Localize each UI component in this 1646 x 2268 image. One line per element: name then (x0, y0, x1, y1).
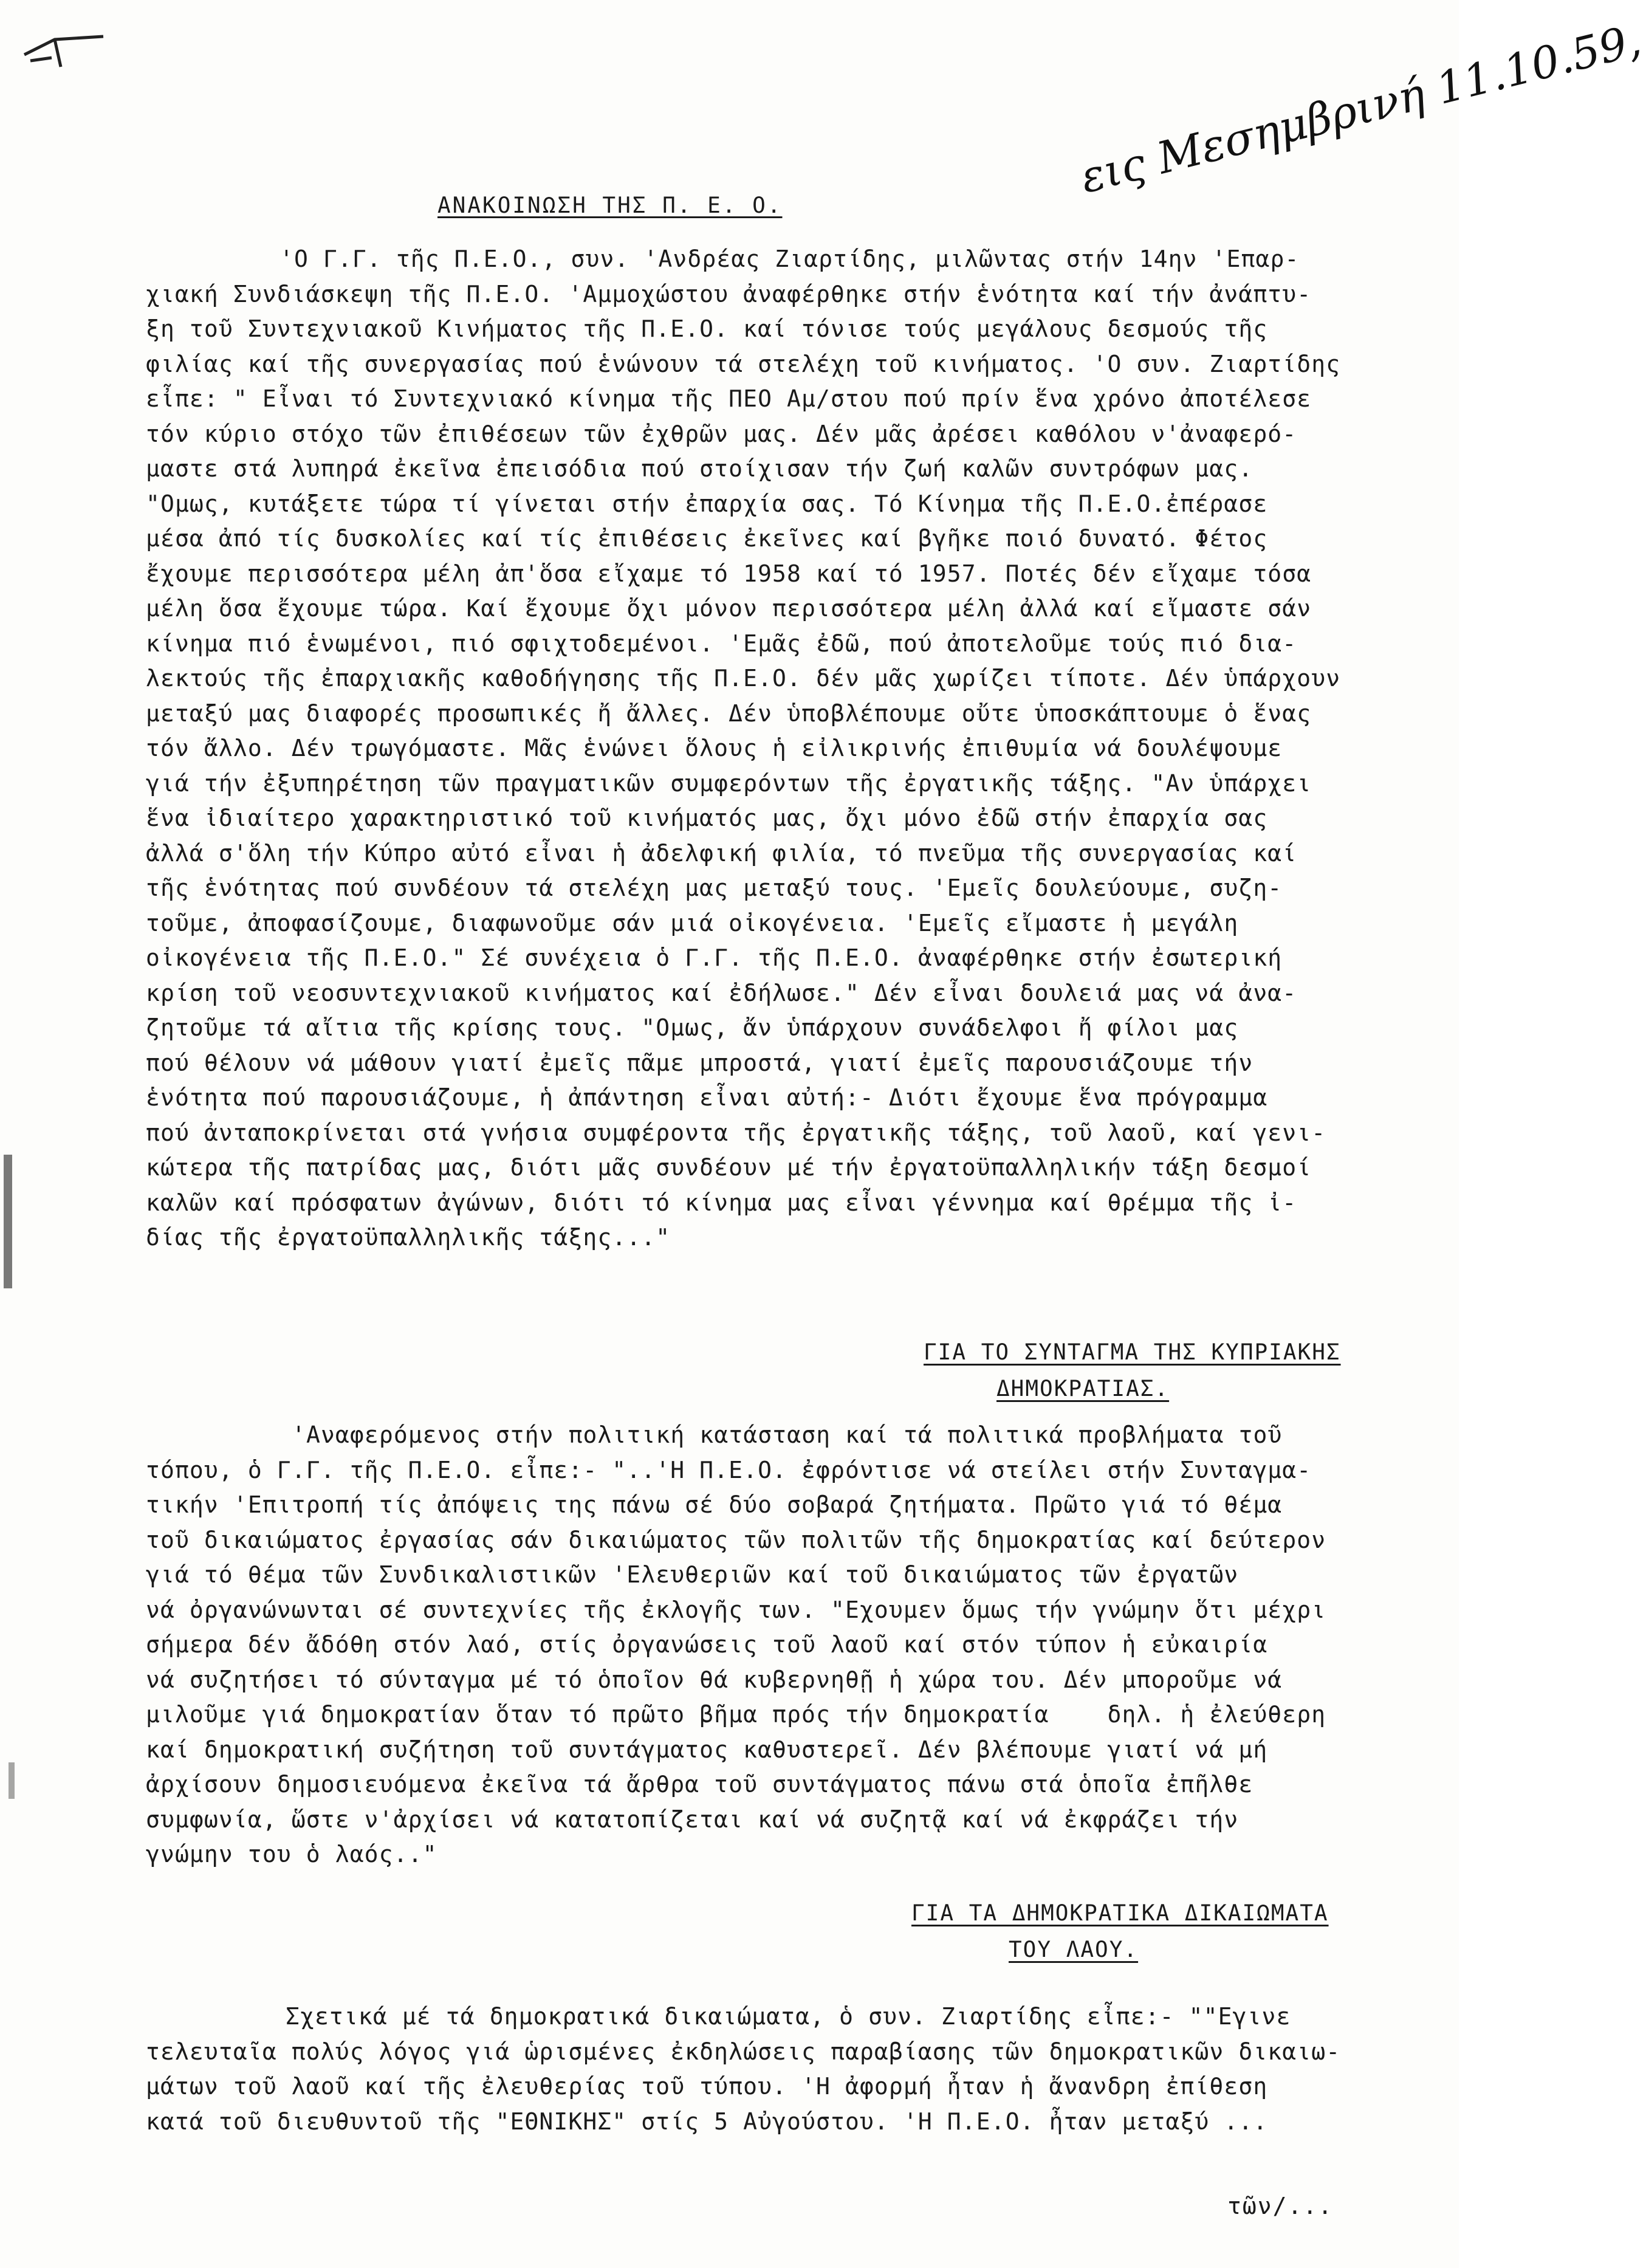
text-line: κίνημα πιό ἑνωμένοι, πιό σφιχτοδεμένοι. 'Εμᾶς ἐδῶ, πού ἀποτελοῦμε τούς πιό δια- (146, 630, 1297, 657)
text-line: τόν ἄλλο. Δέν τρωγόμαστε. Μᾶς ἑνώνει ὅλους ἡ εἰλικρινής ἐπιθυμία νά δουλέψουμε (146, 735, 1283, 761)
scan-artifact-icon (18, 18, 109, 73)
text-line: ἀλλά σ'ὅλη τήν Κύπρο αὐτό εἶναι ἡ ἀδελφική φιλία, τό πνεῦμα τῆς συνεργασίας καί (146, 839, 1297, 867)
text-line: πού ἀνταποκρίνεται στά γνήσια συμφέροντα τῆς ἐργατικῆς τάξης, τοῦ λαοῦ, καί γενι- (146, 1119, 1326, 1146)
text-line: 'Ο Γ.Γ. τῆς Π.Ε.Ο., συν. 'Ανδρέας Ζιαρτίδης, μιλῶντας στήν 14ην 'Επαρ- (279, 246, 1300, 272)
text-line: φιλίας καί τῆς συνεργασίας πού ἑνώνουν τά στελέχη τοῦ κινήματος. 'Ο συν. Ζιαρτίδης (146, 350, 1341, 377)
text-line: μέλη ὅσα ἔχουμε τώρα. Καί ἔχουμε ὄχι μόνον περισσότερα μέλη ἀλλά καί εἴμαστε σάν (146, 595, 1312, 622)
heading-democratic-rights: ΓΙΑ ΤΑ ΔΗΜΟΚΡΑΤΙΚΑ ΔΙΚΑΙΩΜΑΤΑ (911, 1901, 1329, 1926)
text-line: συμφωνία, ὥστε ν'ἀρχίσει νά κατατοπίζεται καί νά συζητᾷ καί νά ἐκφράζει τήν (146, 1806, 1239, 1833)
text-line: τόπου, ὁ Γ.Γ. τῆς Π.Ε.Ο. εἶπε:- "..'Η Π.Ε.Ο. ἐφρόντισε νά στείλει στήν Συνταγμα- (146, 1456, 1312, 1483)
text-line: τοῦμε, ἀποφασίζουμε, διαφωνοῦμε σάν μιά οἰκογένεια. 'Εμεῖς εἴμαστε ἡ μεγάλη (146, 909, 1239, 936)
section-main-speech (146, 242, 1434, 1256)
text-line: νά ὀργανώνωνται σέ συντεχνίες τῆς ἐκλογῆς των. "Εχουμεν ὅμως τήν γνώμην ὅτι μέχρι (146, 1596, 1326, 1623)
page-continuation: τῶν/... (1227, 2193, 1334, 2219)
scan-edge-mark (4, 1155, 12, 1288)
text-line: τικήν 'Επιτροπή τίς ἀπόψεις της πάνω σέ δύο σοβαρά ζητήματα. Πρῶτο γιά τό θέμα (146, 1491, 1283, 1518)
text-line: σήμερα δέν ἄδόθη στόν λαό, στίς ὀργανώσεις τοῦ λαοῦ καί στόν τύπον ἡ εὐκαιρία (146, 1631, 1268, 1658)
text-line: χιακή Συνδιάσκεψη τῆς Π.Ε.Ο. 'Αμμοχώστου ἀναφέρθηκε στήν ἑνότητα καί τήν ἀνάπτυ- (146, 280, 1312, 308)
text-line: ζητοῦμε τά αἴτια τῆς κρίσης τους. "Ομως, ἄν ὑπάρχουν συνάδελφοι ἤ φίλοι μας (146, 1014, 1239, 1041)
text-line: τόν κύριο στόχο τῶν ἐπιθέσεων τῶν ἐχθρῶν μας. Δέν μᾶς ἀρέσει καθόλου ν'ἀναφερό- (146, 420, 1297, 447)
text-line: καλῶν καί πρόσφατων ἀγώνων, διότι τό κίνημα μας εἶναι γέννημα καί θρέμμα τῆς ἰ- (146, 1189, 1297, 1216)
text-line: ἔχουμε περισσότερα μέλη ἀπ'ὅσα εἴχαμε τό 1958 καί τό 1957. Ποτές δέν εἴχαμε τόσα (146, 560, 1312, 587)
text-line: μάτων τοῦ λαοῦ καί τῆς ἐλευθερίας τοῦ τύπου. 'Η ἀφορμή ἦταν ἡ ἄνανδρη ἐπίθεση (146, 2073, 1268, 2100)
text-line: ἕνα ἰδιαίτερο χαρακτηριστικό τοῦ κινήματός μας, ὄχι μόνο ἐδῶ στήν ἐπαρχία σας (146, 805, 1268, 831)
section-democratic-rights (146, 1999, 1434, 2139)
text-line: τελευταῖα πολύς λόγος γιά ὡρισμένες ἐκδηλώσεις παραβίασης τῶν δημοκρατικῶν δικαιω- (146, 2038, 1341, 2065)
heading-constitution: ΓΙΑ ΤΟ ΣΥΝΤΑΓΜΑ ΤΗΣ ΚΥΠΡΙΑΚΗΣ (924, 1340, 1341, 1365)
text-line: μέσα ἀπό τίς δυσκολίες καί τίς ἐπιθέσεις ἐκεῖνες καί βγῆκε ποιό δυνατό. Φέτος (146, 525, 1268, 552)
text-line: ἀρχίσουν δημοσιευόμενα ἐκεῖνα τά ἄρθρα τοῦ συντάγματος πάνω στά ὁποῖα ἐπῆλθε (146, 1771, 1253, 1798)
text-line: πού θέλουν νά μάθουν γιατί ἐμεῖς πᾶμε μπροστά, γιατί ἐμεῖς παρουσιάζουμε τήν (146, 1049, 1253, 1076)
text-line: γνώμην του ὁ λαός.." (146, 1841, 437, 1868)
text-line: γιά τήν ἐξυπηρέτηση τῶν πραγματικῶν συμφερόντων τῆς ἐργατικῆς τάξης. "Αν ὑπάρχει (146, 769, 1312, 797)
heading-democratic-rights-line2: ΤΟΥ ΛΑΟΥ. (1009, 1937, 1139, 1962)
document-title: ΑΝΑΚΟΙΝΩΣΗ ΤΗΣ Π. Ε. Ο. (437, 193, 783, 218)
text-line: μαστε στά λυπηρά ἐκεῖνα ἐπεισόδια πού στοίχισαν τήν ζωή καλῶν συντρόφων μας. (146, 455, 1253, 482)
text-line: ἑνότητα πού παρουσιάζουμε, ἡ ἀπάντηση εἶναι αὐτή:- Διότι ἔχουμε ἕνα πρόγραμμα (146, 1084, 1268, 1111)
text-line: καί δημοκρατική συζήτηση τοῦ συντάγματος καθυστερεῖ. Δέν βλέπουμε γιατί νά μή (146, 1736, 1268, 1763)
text-line: τοῦ δικαιώματος ἐργασίας σάν δικαιώματος τῶν πολιτῶν τῆς δημοκρατίας καί δεύτερον (146, 1526, 1326, 1553)
handwritten-note: εις Μεσημβρινή 11.10.59, (1075, 14, 1646, 203)
text-line: 'Αναφερόμενος στήν πολιτική κατάσταση καί τά πολιτικά προβλήματα τοῦ (292, 1421, 1283, 1448)
text-line: "Ομως, κυτάξετε τώρα τί γίνεται στήν ἐπαρχία σας. Τό Κίνημα τῆς Π.Ε.Ο.ἐπέρασε (146, 490, 1268, 517)
text-line: νά συζητήσει τό σύνταγμα μέ τό ὁποῖον θά κυβερνηθῇ ἡ χώρα του. Δέν μποροῦμε νά (146, 1666, 1283, 1693)
section-constitution (146, 1418, 1434, 1872)
text-line: ξη τοῦ Συντεχνιακοῦ Κινήματος τῆς Π.Ε.Ο. καί τόνισε τούς μεγάλους δεσμούς τῆς (146, 315, 1268, 342)
scan-edge-mark (9, 1762, 15, 1799)
text-line: εἶπε: " Εἶναι τό Συντεχνιακό κίνημα τῆς ΠΕΟ Αμ/στου πού πρίν ἕνα χρόνο ἀποτέλεσε (146, 385, 1312, 412)
text-line: μεταξύ μας διαφορές προσωπικές ἤ ἄλλες. Δέν ὑποβλέπουμε οὔτε ὑποσκάπτουμε ὁ ἕνας (146, 699, 1312, 727)
text-line: τῆς ἑνότητας πού συνδέουν τά στελέχη μας μεταξύ τους. 'Εμεῖς δουλεύουμε, συζη- (146, 875, 1283, 901)
text-line: οἰκογένεια τῆς Π.Ε.Ο." Σέ συνέχεια ὁ Γ.Γ. τῆς Π.Ε.Ο. ἀναφέρθηκε στήν ἐσωτερική (146, 944, 1283, 971)
text-line: κατά τοῦ διευθυντοῦ τῆς "ΕΘΝΙΚΗΣ" στίς 5 Αὐγούστου. 'Η Π.Ε.Ο. ἦταν μεταξύ ... (146, 2108, 1268, 2135)
text-line: Σχετικά μέ τά δημοκρατικά δικαιώματα, ὁ συν. Ζιαρτίδης εἶπε:- ""Εγινε (286, 2003, 1291, 2030)
text-line: κρίση τοῦ νεοσυντεχνιακοῦ κινήματος καί ἐδήλωσε." Δέν εἶναι δουλειά μας νά ἀνα- (146, 979, 1297, 1006)
text-line: κώτερα τῆς πατρίδας μας, διότι μᾶς συνδέουν μέ τήν ἐργατοϋπαλληλικήν τάξη δεσμοί (146, 1154, 1312, 1181)
text-line: γιά τό θέμα τῶν Συνδικαλιστικῶν 'Ελευθεριῶν καί τοῦ δικαιώματος τῶν ἐργατῶν (146, 1561, 1239, 1588)
text-line: δίας τῆς ἐργατοϋπαλληλικῆς τάξης..." (146, 1224, 671, 1251)
text-line: λεκτούς τῆς ἐπαρχιακῆς καθοδήγησης τῆς Π.Ε.Ο. δέν μᾶς χωρίζει τίποτε. Δέν ὑπάρχουν (146, 665, 1341, 692)
heading-constitution-line2: ΔΗΜΟΚΡΑΤΙΑΣ. (996, 1376, 1170, 1401)
text-line: μιλοῦμε γιά δημοκρατίαν ὅταν τό πρῶτο βῆμα πρός τήν δημοκρατία δηλ. ἡ ἐλεύθερη (146, 1701, 1326, 1728)
